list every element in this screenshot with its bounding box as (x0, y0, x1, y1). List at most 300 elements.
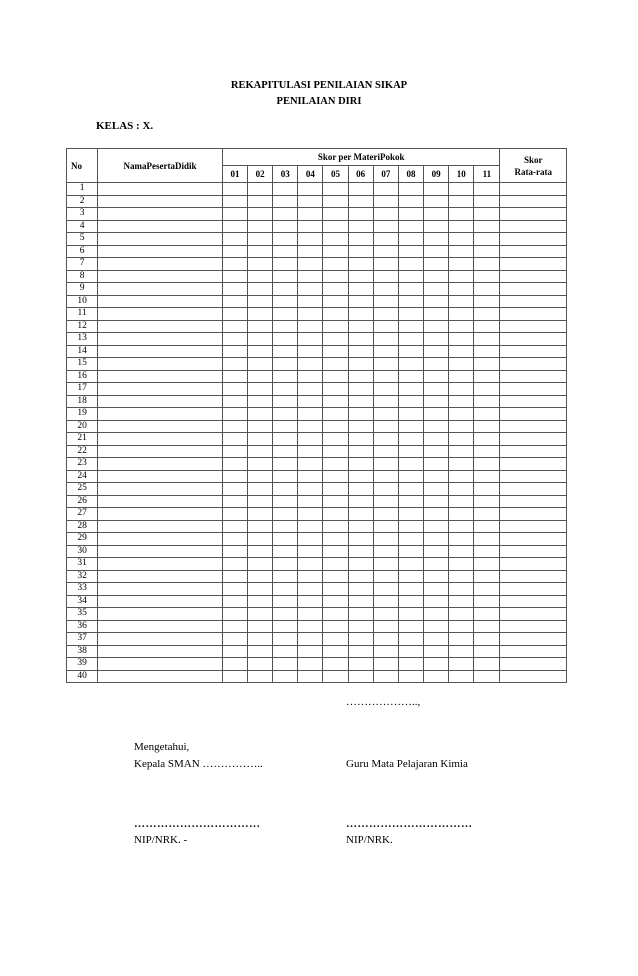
skor-cell-04[interactable] (298, 645, 323, 658)
skor-cell-03[interactable] (273, 358, 298, 371)
skor-cell-03[interactable] (273, 295, 298, 308)
skor-cell-04[interactable] (298, 595, 323, 608)
skor-cell-06[interactable] (348, 558, 373, 571)
skor-cell-04[interactable] (298, 520, 323, 533)
skor-cell-02[interactable] (248, 295, 273, 308)
skor-cell-11[interactable] (474, 545, 500, 558)
skor-cell-05[interactable] (323, 195, 348, 208)
skor-cell-05[interactable] (323, 620, 348, 633)
skor-cell-01[interactable] (222, 445, 247, 458)
skor-cell-06[interactable] (348, 458, 373, 471)
skor-cell-10[interactable] (449, 358, 474, 371)
skor-cell-11[interactable] (474, 495, 500, 508)
skor-cell-01[interactable] (222, 283, 247, 296)
skor-rata-cell[interactable] (500, 620, 567, 633)
skor-cell-06[interactable] (348, 283, 373, 296)
skor-cell-02[interactable] (248, 658, 273, 671)
skor-cell-10[interactable] (449, 558, 474, 571)
skor-rata-cell[interactable] (500, 420, 567, 433)
skor-cell-04[interactable] (298, 470, 323, 483)
skor-cell-01[interactable] (222, 383, 247, 396)
nama-cell[interactable] (98, 620, 223, 633)
nama-cell[interactable] (98, 608, 223, 621)
skor-cell-05[interactable] (323, 595, 348, 608)
skor-cell-11[interactable] (474, 308, 500, 321)
skor-cell-10[interactable] (449, 295, 474, 308)
skor-cell-08[interactable] (398, 445, 423, 458)
skor-cell-02[interactable] (248, 270, 273, 283)
skor-cell-02[interactable] (248, 620, 273, 633)
skor-cell-07[interactable] (373, 383, 398, 396)
skor-cell-09[interactable] (424, 670, 449, 683)
skor-cell-04[interactable] (298, 183, 323, 196)
skor-cell-06[interactable] (348, 433, 373, 446)
skor-cell-06[interactable] (348, 508, 373, 521)
skor-rata-cell[interactable] (500, 220, 567, 233)
skor-cell-04[interactable] (298, 408, 323, 421)
skor-rata-cell[interactable] (500, 595, 567, 608)
skor-cell-08[interactable] (398, 458, 423, 471)
skor-cell-10[interactable] (449, 333, 474, 346)
skor-cell-06[interactable] (348, 570, 373, 583)
skor-cell-05[interactable] (323, 358, 348, 371)
skor-cell-04[interactable] (298, 258, 323, 271)
skor-cell-10[interactable] (449, 658, 474, 671)
skor-cell-08[interactable] (398, 283, 423, 296)
skor-cell-11[interactable] (474, 645, 500, 658)
nama-cell[interactable] (98, 445, 223, 458)
skor-cell-03[interactable] (273, 483, 298, 496)
skor-cell-09[interactable] (424, 583, 449, 596)
skor-cell-01[interactable] (222, 408, 247, 421)
skor-cell-04[interactable] (298, 658, 323, 671)
skor-cell-09[interactable] (424, 570, 449, 583)
skor-cell-08[interactable] (398, 570, 423, 583)
skor-cell-09[interactable] (424, 608, 449, 621)
skor-cell-03[interactable] (273, 233, 298, 246)
skor-cell-05[interactable] (323, 283, 348, 296)
nama-cell[interactable] (98, 483, 223, 496)
nama-cell[interactable] (98, 195, 223, 208)
skor-cell-11[interactable] (474, 570, 500, 583)
skor-cell-06[interactable] (348, 308, 373, 321)
skor-cell-10[interactable] (449, 270, 474, 283)
skor-cell-07[interactable] (373, 245, 398, 258)
skor-cell-10[interactable] (449, 670, 474, 683)
skor-cell-07[interactable] (373, 233, 398, 246)
skor-cell-03[interactable] (273, 183, 298, 196)
nama-cell[interactable] (98, 533, 223, 546)
skor-cell-01[interactable] (222, 245, 247, 258)
skor-cell-11[interactable] (474, 533, 500, 546)
skor-cell-11[interactable] (474, 470, 500, 483)
skor-cell-06[interactable] (348, 408, 373, 421)
skor-cell-05[interactable] (323, 233, 348, 246)
skor-cell-10[interactable] (449, 520, 474, 533)
nama-cell[interactable] (98, 295, 223, 308)
skor-cell-06[interactable] (348, 545, 373, 558)
skor-cell-02[interactable] (248, 433, 273, 446)
skor-cell-03[interactable] (273, 545, 298, 558)
nama-cell[interactable] (98, 383, 223, 396)
skor-cell-08[interactable] (398, 408, 423, 421)
skor-cell-05[interactable] (323, 345, 348, 358)
skor-cell-02[interactable] (248, 570, 273, 583)
skor-cell-02[interactable] (248, 520, 273, 533)
skor-rata-cell[interactable] (500, 320, 567, 333)
skor-cell-10[interactable] (449, 220, 474, 233)
skor-cell-01[interactable] (222, 420, 247, 433)
skor-cell-07[interactable] (373, 620, 398, 633)
nama-cell[interactable] (98, 545, 223, 558)
skor-cell-03[interactable] (273, 645, 298, 658)
skor-cell-08[interactable] (398, 320, 423, 333)
skor-cell-05[interactable] (323, 420, 348, 433)
skor-cell-11[interactable] (474, 445, 500, 458)
skor-cell-02[interactable] (248, 208, 273, 221)
skor-cell-08[interactable] (398, 420, 423, 433)
skor-cell-02[interactable] (248, 558, 273, 571)
nama-cell[interactable] (98, 645, 223, 658)
skor-cell-01[interactable] (222, 620, 247, 633)
skor-cell-03[interactable] (273, 395, 298, 408)
skor-rata-cell[interactable] (500, 645, 567, 658)
skor-cell-02[interactable] (248, 645, 273, 658)
skor-cell-08[interactable] (398, 633, 423, 646)
skor-cell-06[interactable] (348, 233, 373, 246)
skor-cell-02[interactable] (248, 345, 273, 358)
skor-cell-04[interactable] (298, 308, 323, 321)
skor-cell-09[interactable] (424, 633, 449, 646)
skor-cell-10[interactable] (449, 208, 474, 221)
skor-cell-02[interactable] (248, 408, 273, 421)
skor-rata-cell[interactable] (500, 383, 567, 396)
skor-cell-01[interactable] (222, 258, 247, 271)
skor-cell-06[interactable] (348, 520, 373, 533)
skor-cell-08[interactable] (398, 395, 423, 408)
skor-cell-10[interactable] (449, 483, 474, 496)
skor-cell-07[interactable] (373, 595, 398, 608)
skor-cell-10[interactable] (449, 470, 474, 483)
skor-cell-03[interactable] (273, 345, 298, 358)
skor-cell-04[interactable] (298, 458, 323, 471)
nama-cell[interactable] (98, 208, 223, 221)
skor-cell-11[interactable] (474, 458, 500, 471)
skor-cell-06[interactable] (348, 195, 373, 208)
skor-cell-09[interactable] (424, 320, 449, 333)
nama-cell[interactable] (98, 508, 223, 521)
skor-cell-06[interactable] (348, 333, 373, 346)
skor-cell-01[interactable] (222, 358, 247, 371)
skor-cell-11[interactable] (474, 520, 500, 533)
skor-cell-10[interactable] (449, 233, 474, 246)
skor-cell-03[interactable] (273, 520, 298, 533)
skor-cell-08[interactable] (398, 295, 423, 308)
skor-cell-04[interactable] (298, 533, 323, 546)
skor-rata-cell[interactable] (500, 508, 567, 521)
skor-cell-07[interactable] (373, 483, 398, 496)
skor-rata-cell[interactable] (500, 558, 567, 571)
skor-cell-03[interactable] (273, 495, 298, 508)
skor-cell-09[interactable] (424, 445, 449, 458)
skor-cell-03[interactable] (273, 595, 298, 608)
skor-rata-cell[interactable] (500, 258, 567, 271)
skor-cell-05[interactable] (323, 320, 348, 333)
skor-cell-07[interactable] (373, 345, 398, 358)
skor-cell-03[interactable] (273, 658, 298, 671)
skor-cell-07[interactable] (373, 220, 398, 233)
skor-rata-cell[interactable] (500, 370, 567, 383)
skor-cell-09[interactable] (424, 545, 449, 558)
skor-cell-06[interactable] (348, 633, 373, 646)
skor-cell-07[interactable] (373, 583, 398, 596)
skor-cell-06[interactable] (348, 383, 373, 396)
skor-cell-09[interactable] (424, 183, 449, 196)
skor-cell-03[interactable] (273, 308, 298, 321)
skor-cell-11[interactable] (474, 595, 500, 608)
skor-cell-09[interactable] (424, 558, 449, 571)
nama-cell[interactable] (98, 183, 223, 196)
skor-cell-10[interactable] (449, 620, 474, 633)
skor-cell-01[interactable] (222, 458, 247, 471)
skor-cell-09[interactable] (424, 520, 449, 533)
skor-rata-cell[interactable] (500, 358, 567, 371)
skor-cell-05[interactable] (323, 183, 348, 196)
skor-cell-05[interactable] (323, 670, 348, 683)
skor-cell-02[interactable] (248, 545, 273, 558)
skor-cell-07[interactable] (373, 408, 398, 421)
skor-cell-10[interactable] (449, 533, 474, 546)
skor-cell-11[interactable] (474, 208, 500, 221)
nama-cell[interactable] (98, 408, 223, 421)
skor-cell-11[interactable] (474, 333, 500, 346)
skor-cell-09[interactable] (424, 383, 449, 396)
skor-cell-08[interactable] (398, 658, 423, 671)
skor-rata-cell[interactable] (500, 545, 567, 558)
skor-cell-07[interactable] (373, 370, 398, 383)
skor-cell-06[interactable] (348, 533, 373, 546)
skor-cell-11[interactable] (474, 508, 500, 521)
skor-cell-04[interactable] (298, 670, 323, 683)
skor-cell-01[interactable] (222, 220, 247, 233)
skor-cell-02[interactable] (248, 420, 273, 433)
skor-cell-10[interactable] (449, 320, 474, 333)
skor-cell-05[interactable] (323, 208, 348, 221)
skor-cell-04[interactable] (298, 345, 323, 358)
skor-cell-01[interactable] (222, 595, 247, 608)
skor-cell-01[interactable] (222, 495, 247, 508)
skor-cell-03[interactable] (273, 620, 298, 633)
skor-cell-11[interactable] (474, 383, 500, 396)
skor-cell-01[interactable] (222, 570, 247, 583)
skor-cell-11[interactable] (474, 370, 500, 383)
skor-cell-02[interactable] (248, 395, 273, 408)
skor-cell-01[interactable] (222, 658, 247, 671)
skor-cell-03[interactable] (273, 370, 298, 383)
skor-cell-02[interactable] (248, 508, 273, 521)
skor-cell-03[interactable] (273, 533, 298, 546)
skor-cell-06[interactable] (348, 395, 373, 408)
skor-cell-11[interactable] (474, 395, 500, 408)
skor-cell-09[interactable] (424, 508, 449, 521)
skor-cell-06[interactable] (348, 370, 373, 383)
skor-cell-05[interactable] (323, 458, 348, 471)
skor-rata-cell[interactable] (500, 395, 567, 408)
skor-cell-08[interactable] (398, 270, 423, 283)
skor-cell-05[interactable] (323, 495, 348, 508)
skor-cell-09[interactable] (424, 658, 449, 671)
skor-cell-02[interactable] (248, 495, 273, 508)
skor-cell-10[interactable] (449, 258, 474, 271)
skor-cell-08[interactable] (398, 595, 423, 608)
skor-cell-03[interactable] (273, 445, 298, 458)
skor-cell-06[interactable] (348, 420, 373, 433)
skor-cell-05[interactable] (323, 608, 348, 621)
nama-cell[interactable] (98, 420, 223, 433)
skor-cell-03[interactable] (273, 420, 298, 433)
skor-cell-05[interactable] (323, 433, 348, 446)
skor-cell-05[interactable] (323, 408, 348, 421)
skor-cell-02[interactable] (248, 183, 273, 196)
skor-cell-11[interactable] (474, 483, 500, 496)
skor-cell-03[interactable] (273, 270, 298, 283)
skor-cell-01[interactable] (222, 433, 247, 446)
skor-cell-02[interactable] (248, 308, 273, 321)
skor-cell-10[interactable] (449, 370, 474, 383)
skor-cell-07[interactable] (373, 608, 398, 621)
skor-cell-11[interactable] (474, 358, 500, 371)
skor-cell-04[interactable] (298, 558, 323, 571)
skor-cell-02[interactable] (248, 233, 273, 246)
nama-cell[interactable] (98, 220, 223, 233)
nama-cell[interactable] (98, 458, 223, 471)
skor-cell-02[interactable] (248, 383, 273, 396)
skor-cell-11[interactable] (474, 233, 500, 246)
skor-cell-08[interactable] (398, 195, 423, 208)
skor-cell-10[interactable] (449, 445, 474, 458)
skor-cell-11[interactable] (474, 558, 500, 571)
skor-cell-09[interactable] (424, 395, 449, 408)
skor-cell-02[interactable] (248, 633, 273, 646)
nama-cell[interactable] (98, 470, 223, 483)
skor-cell-11[interactable] (474, 258, 500, 271)
skor-cell-01[interactable] (222, 270, 247, 283)
skor-rata-cell[interactable] (500, 270, 567, 283)
skor-cell-01[interactable] (222, 308, 247, 321)
skor-cell-01[interactable] (222, 345, 247, 358)
skor-cell-07[interactable] (373, 333, 398, 346)
skor-rata-cell[interactable] (500, 670, 567, 683)
skor-cell-08[interactable] (398, 645, 423, 658)
skor-cell-09[interactable] (424, 195, 449, 208)
skor-cell-07[interactable] (373, 308, 398, 321)
skor-cell-06[interactable] (348, 208, 373, 221)
skor-rata-cell[interactable] (500, 295, 567, 308)
skor-cell-01[interactable] (222, 233, 247, 246)
skor-rata-cell[interactable] (500, 408, 567, 421)
skor-rata-cell[interactable] (500, 495, 567, 508)
skor-cell-10[interactable] (449, 383, 474, 396)
nama-cell[interactable] (98, 558, 223, 571)
skor-cell-09[interactable] (424, 595, 449, 608)
skor-cell-11[interactable] (474, 408, 500, 421)
skor-cell-04[interactable] (298, 383, 323, 396)
skor-cell-09[interactable] (424, 308, 449, 321)
skor-cell-05[interactable] (323, 445, 348, 458)
skor-cell-05[interactable] (323, 483, 348, 496)
nama-cell[interactable] (98, 258, 223, 271)
skor-cell-02[interactable] (248, 195, 273, 208)
skor-cell-11[interactable] (474, 195, 500, 208)
skor-cell-08[interactable] (398, 583, 423, 596)
skor-cell-05[interactable] (323, 395, 348, 408)
skor-rata-cell[interactable] (500, 433, 567, 446)
skor-cell-04[interactable] (298, 220, 323, 233)
nama-cell[interactable] (98, 658, 223, 671)
skor-cell-06[interactable] (348, 320, 373, 333)
skor-cell-06[interactable] (348, 595, 373, 608)
skor-cell-03[interactable] (273, 470, 298, 483)
skor-cell-07[interactable] (373, 395, 398, 408)
skor-cell-03[interactable] (273, 670, 298, 683)
skor-cell-07[interactable] (373, 283, 398, 296)
skor-cell-07[interactable] (373, 295, 398, 308)
skor-cell-09[interactable] (424, 533, 449, 546)
skor-cell-10[interactable] (449, 633, 474, 646)
skor-cell-11[interactable] (474, 583, 500, 596)
skor-cell-07[interactable] (373, 433, 398, 446)
skor-cell-01[interactable] (222, 508, 247, 521)
skor-rata-cell[interactable] (500, 483, 567, 496)
skor-rata-cell[interactable] (500, 608, 567, 621)
skor-cell-10[interactable] (449, 545, 474, 558)
skor-cell-11[interactable] (474, 670, 500, 683)
skor-cell-04[interactable] (298, 633, 323, 646)
skor-cell-08[interactable] (398, 258, 423, 271)
skor-cell-01[interactable] (222, 195, 247, 208)
skor-cell-09[interactable] (424, 345, 449, 358)
skor-rata-cell[interactable] (500, 183, 567, 196)
skor-rata-cell[interactable] (500, 658, 567, 671)
skor-cell-04[interactable] (298, 245, 323, 258)
skor-cell-07[interactable] (373, 183, 398, 196)
skor-cell-04[interactable] (298, 358, 323, 371)
skor-cell-08[interactable] (398, 233, 423, 246)
skor-cell-03[interactable] (273, 320, 298, 333)
skor-cell-11[interactable] (474, 245, 500, 258)
skor-cell-10[interactable] (449, 308, 474, 321)
skor-cell-04[interactable] (298, 570, 323, 583)
skor-cell-01[interactable] (222, 545, 247, 558)
skor-cell-10[interactable] (449, 433, 474, 446)
nama-cell[interactable] (98, 670, 223, 683)
skor-cell-04[interactable] (298, 333, 323, 346)
skor-cell-05[interactable] (323, 383, 348, 396)
nama-cell[interactable] (98, 320, 223, 333)
skor-cell-11[interactable] (474, 295, 500, 308)
skor-cell-09[interactable] (424, 233, 449, 246)
nama-cell[interactable] (98, 520, 223, 533)
skor-cell-06[interactable] (348, 620, 373, 633)
skor-cell-09[interactable] (424, 433, 449, 446)
skor-cell-07[interactable] (373, 645, 398, 658)
skor-cell-04[interactable] (298, 208, 323, 221)
skor-cell-05[interactable] (323, 370, 348, 383)
skor-cell-03[interactable] (273, 570, 298, 583)
skor-cell-10[interactable] (449, 195, 474, 208)
skor-cell-08[interactable] (398, 520, 423, 533)
skor-cell-09[interactable] (424, 495, 449, 508)
